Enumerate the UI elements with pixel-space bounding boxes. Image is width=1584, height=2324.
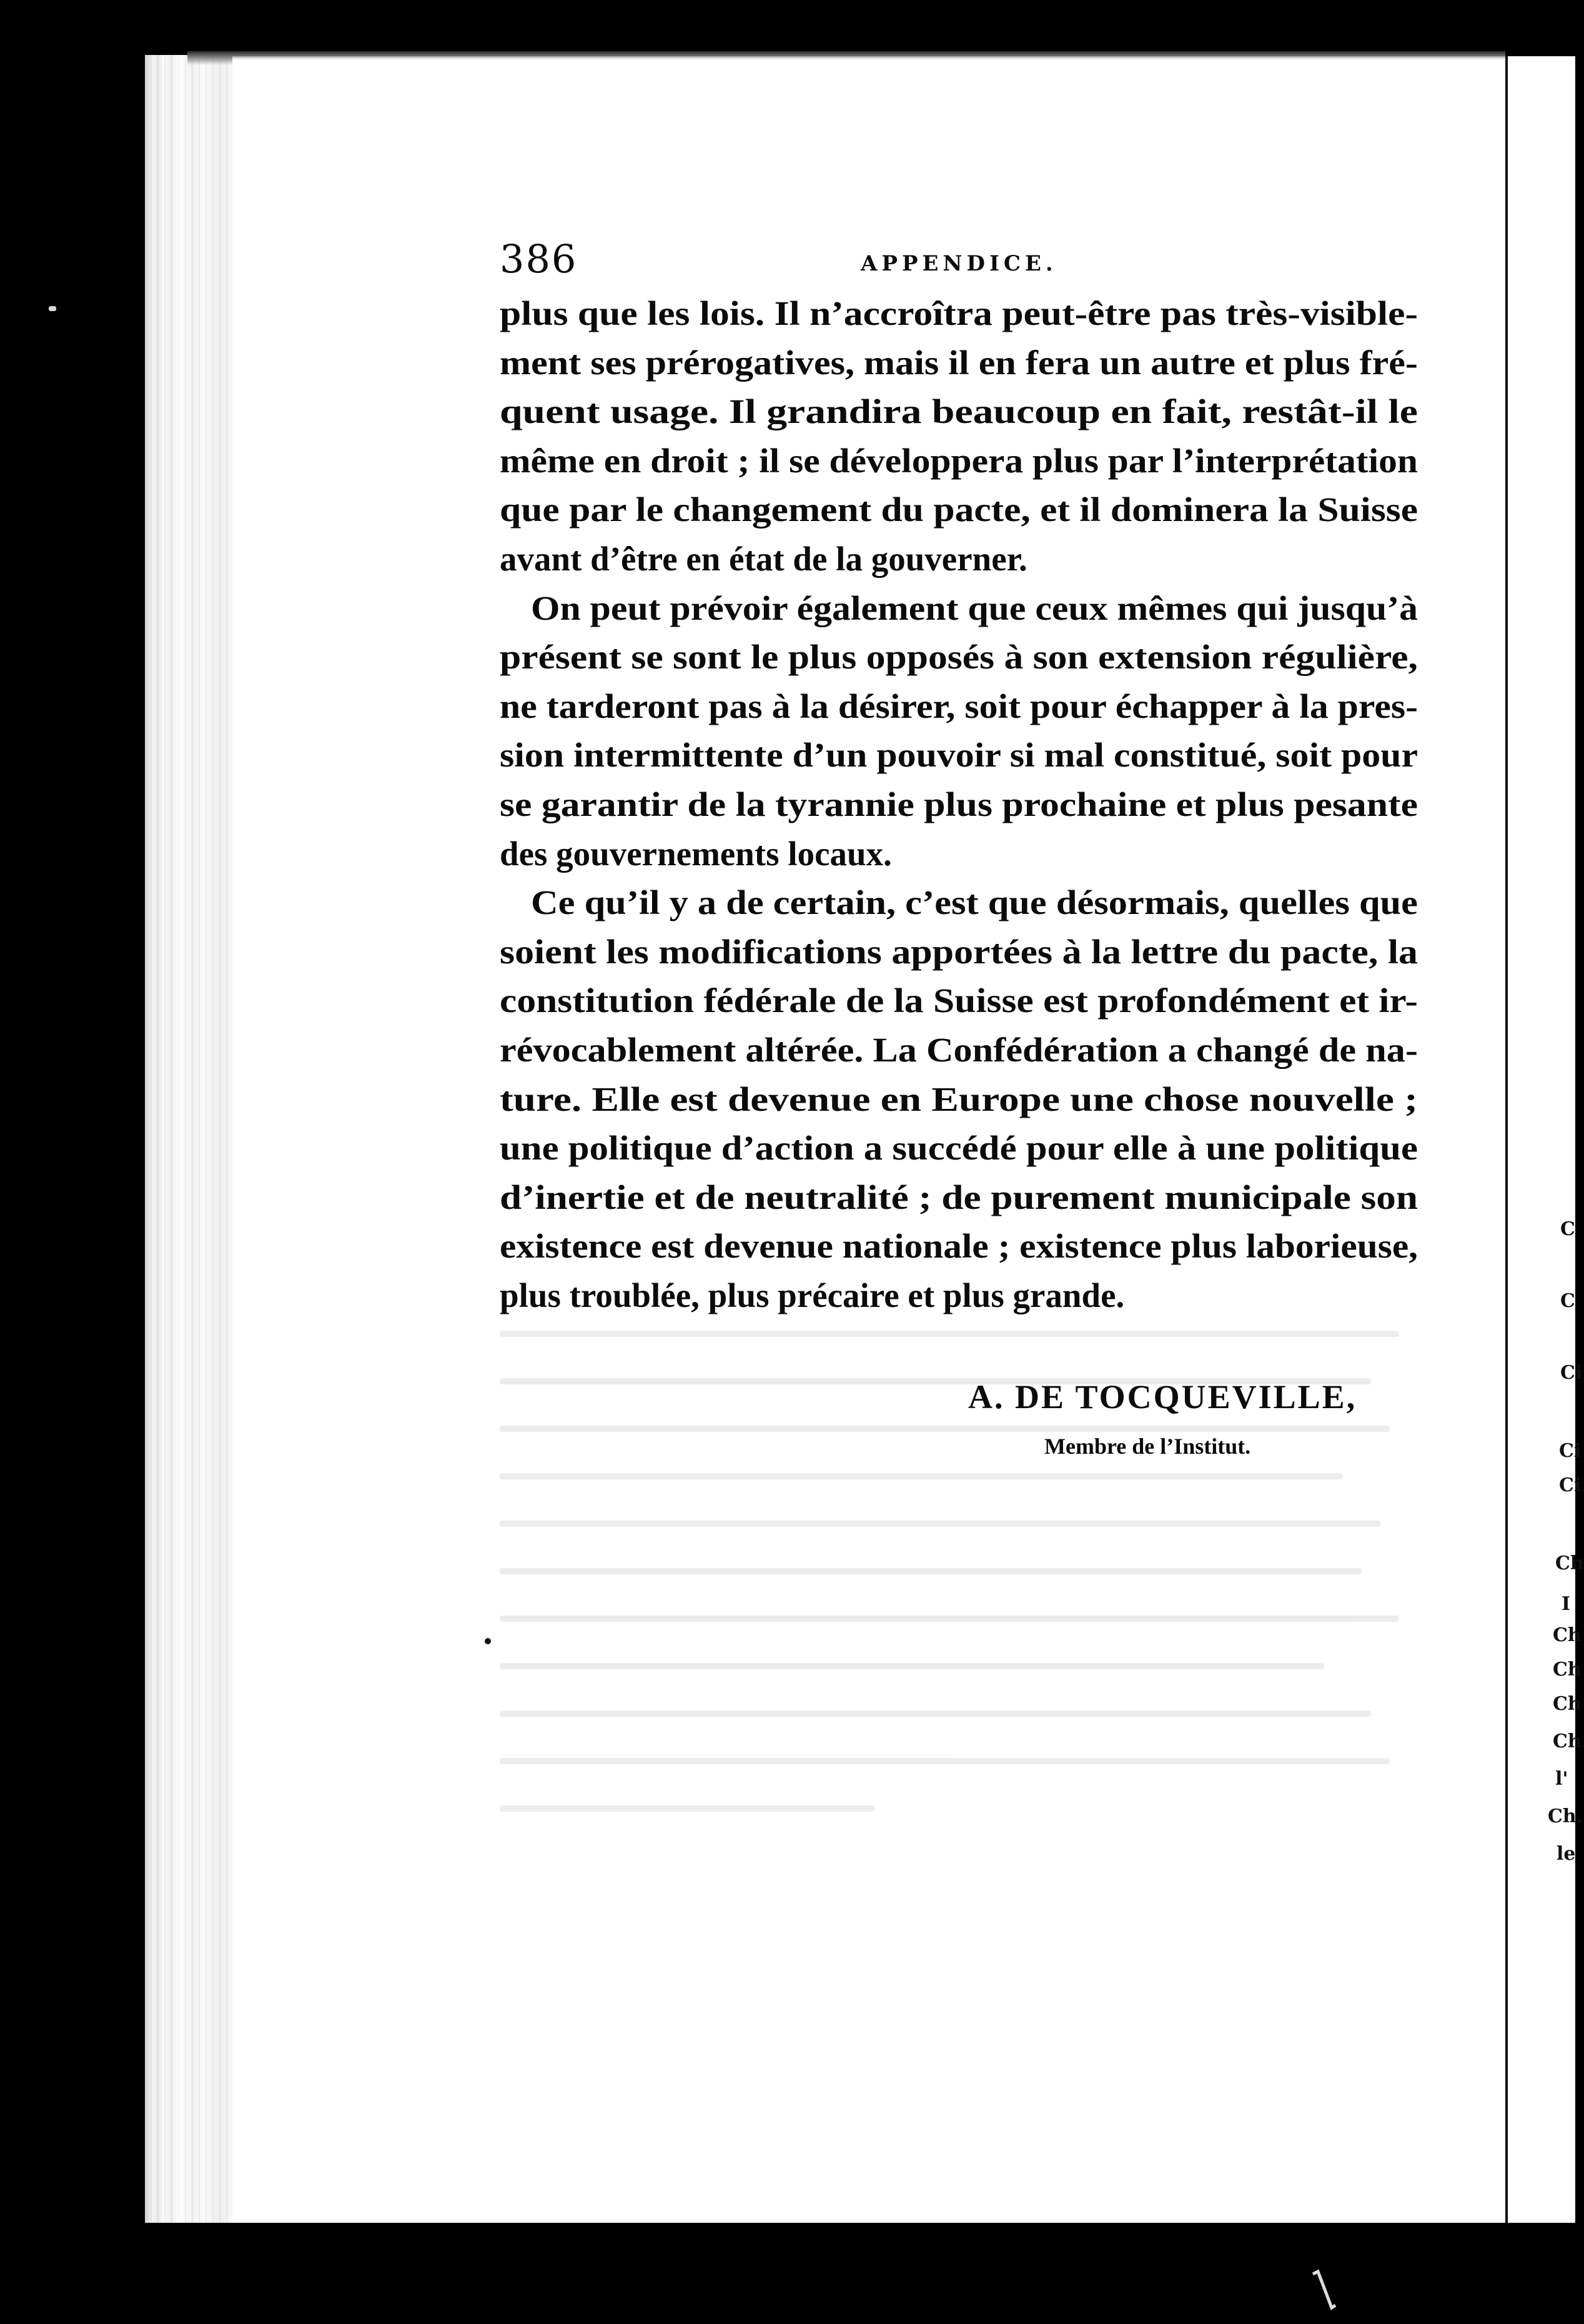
adjacent-page-edge <box>1505 56 1575 2223</box>
author-title: Membre de l’Institut. <box>1044 1434 1251 1459</box>
ink-dot <box>485 1638 491 1644</box>
body-line: que par le changement du pacte, et il dominera la Suisse <box>500 490 1418 529</box>
body-line: quent usage. Il grandira beaucoup en fait, restât-il le <box>500 392 1418 431</box>
page-number: 386 <box>500 236 578 282</box>
adjacent-page-fragment: Ci <box>1560 1362 1583 1384</box>
body-line: plus troublée, plus précaire et plus grande. <box>500 1276 1125 1314</box>
body-line: plus que les lois. Il n’accroîtra peut-être pas très-visible- <box>500 294 1418 332</box>
adjacent-page-fragment: Ci <box>1559 1440 1582 1462</box>
body-line: sion intermittente d’un pouvoir si mal constitué, soit pour <box>500 736 1418 775</box>
body-line: Ce qu’il y a de certain, c’est que désormais, quelles que <box>531 883 1418 922</box>
body-line: des gouvernements locaux. <box>500 834 892 873</box>
body-line: On peut prévoir également que ceux mêmes qui jusqu’à <box>531 588 1418 627</box>
body-line: même en droit ; il se développera plus par l’interprétation <box>500 441 1418 480</box>
body-line: présent se sont le plus opposés à son extension régulière, <box>500 638 1418 677</box>
author-signature: A. DE TOCQUEVILLE, <box>968 1378 1357 1416</box>
book-fore-edge-lines <box>145 55 239 2223</box>
body-line: se garantir de la tyrannie plus prochaine et plus pesante <box>500 785 1418 823</box>
body-line: d’inertie et de neutralité ; de purement municipale son <box>500 1178 1418 1216</box>
adjacent-page-fragment: Ch <box>1555 1552 1584 1574</box>
adjacent-page-fragment: Ch <box>1553 1624 1582 1646</box>
adjacent-page-fragment: Ch <box>1553 1731 1582 1752</box>
adjacent-page-fragment: C <box>1560 1290 1575 1312</box>
adjacent-page-fragment: Ch <box>1553 1693 1582 1715</box>
adjacent-page-fragment: Ci <box>1559 1474 1582 1496</box>
body-line: ment ses prérogatives, mais il en fera un autre et plus fré- <box>500 343 1418 382</box>
dust-speck <box>49 306 56 311</box>
body-line: soient les modifications apportées à la lettre du pacte, la <box>500 932 1418 971</box>
adjacent-page-fragment: I <box>1562 1593 1571 1615</box>
body-line: révocablement altérée. La Confédération a changé de na- <box>500 1031 1418 1069</box>
body-line: avant d’être en état de la gouverner. <box>500 540 1027 578</box>
body-line: existence est devenue nationale ; existence plus laborieuse, <box>500 1227 1418 1266</box>
adjacent-page-fragment: le <box>1557 1843 1576 1865</box>
body-line: ture. Elle est devenue en Europe une chose nouvelle ; <box>500 1080 1418 1118</box>
adjacent-page-fragment: C <box>1560 1218 1575 1240</box>
running-head: APPENDICE. <box>861 251 1057 276</box>
adjacent-page-fragment: Ch <box>1553 1659 1582 1681</box>
adjacent-page-fragment: Ch. <box>1548 1805 1583 1827</box>
scan-mark <box>1307 2269 1344 2313</box>
adjacent-page-fragment: l' <box>1555 1768 1568 1790</box>
body-line: une politique d’action a succédé pour elle à une politique <box>500 1129 1418 1168</box>
body-line: constitution fédérale de la Suisse est profondément et ir- <box>500 981 1418 1020</box>
body-line: ne tarderont pas à la désirer, soit pour échapper à la pres- <box>500 687 1418 725</box>
